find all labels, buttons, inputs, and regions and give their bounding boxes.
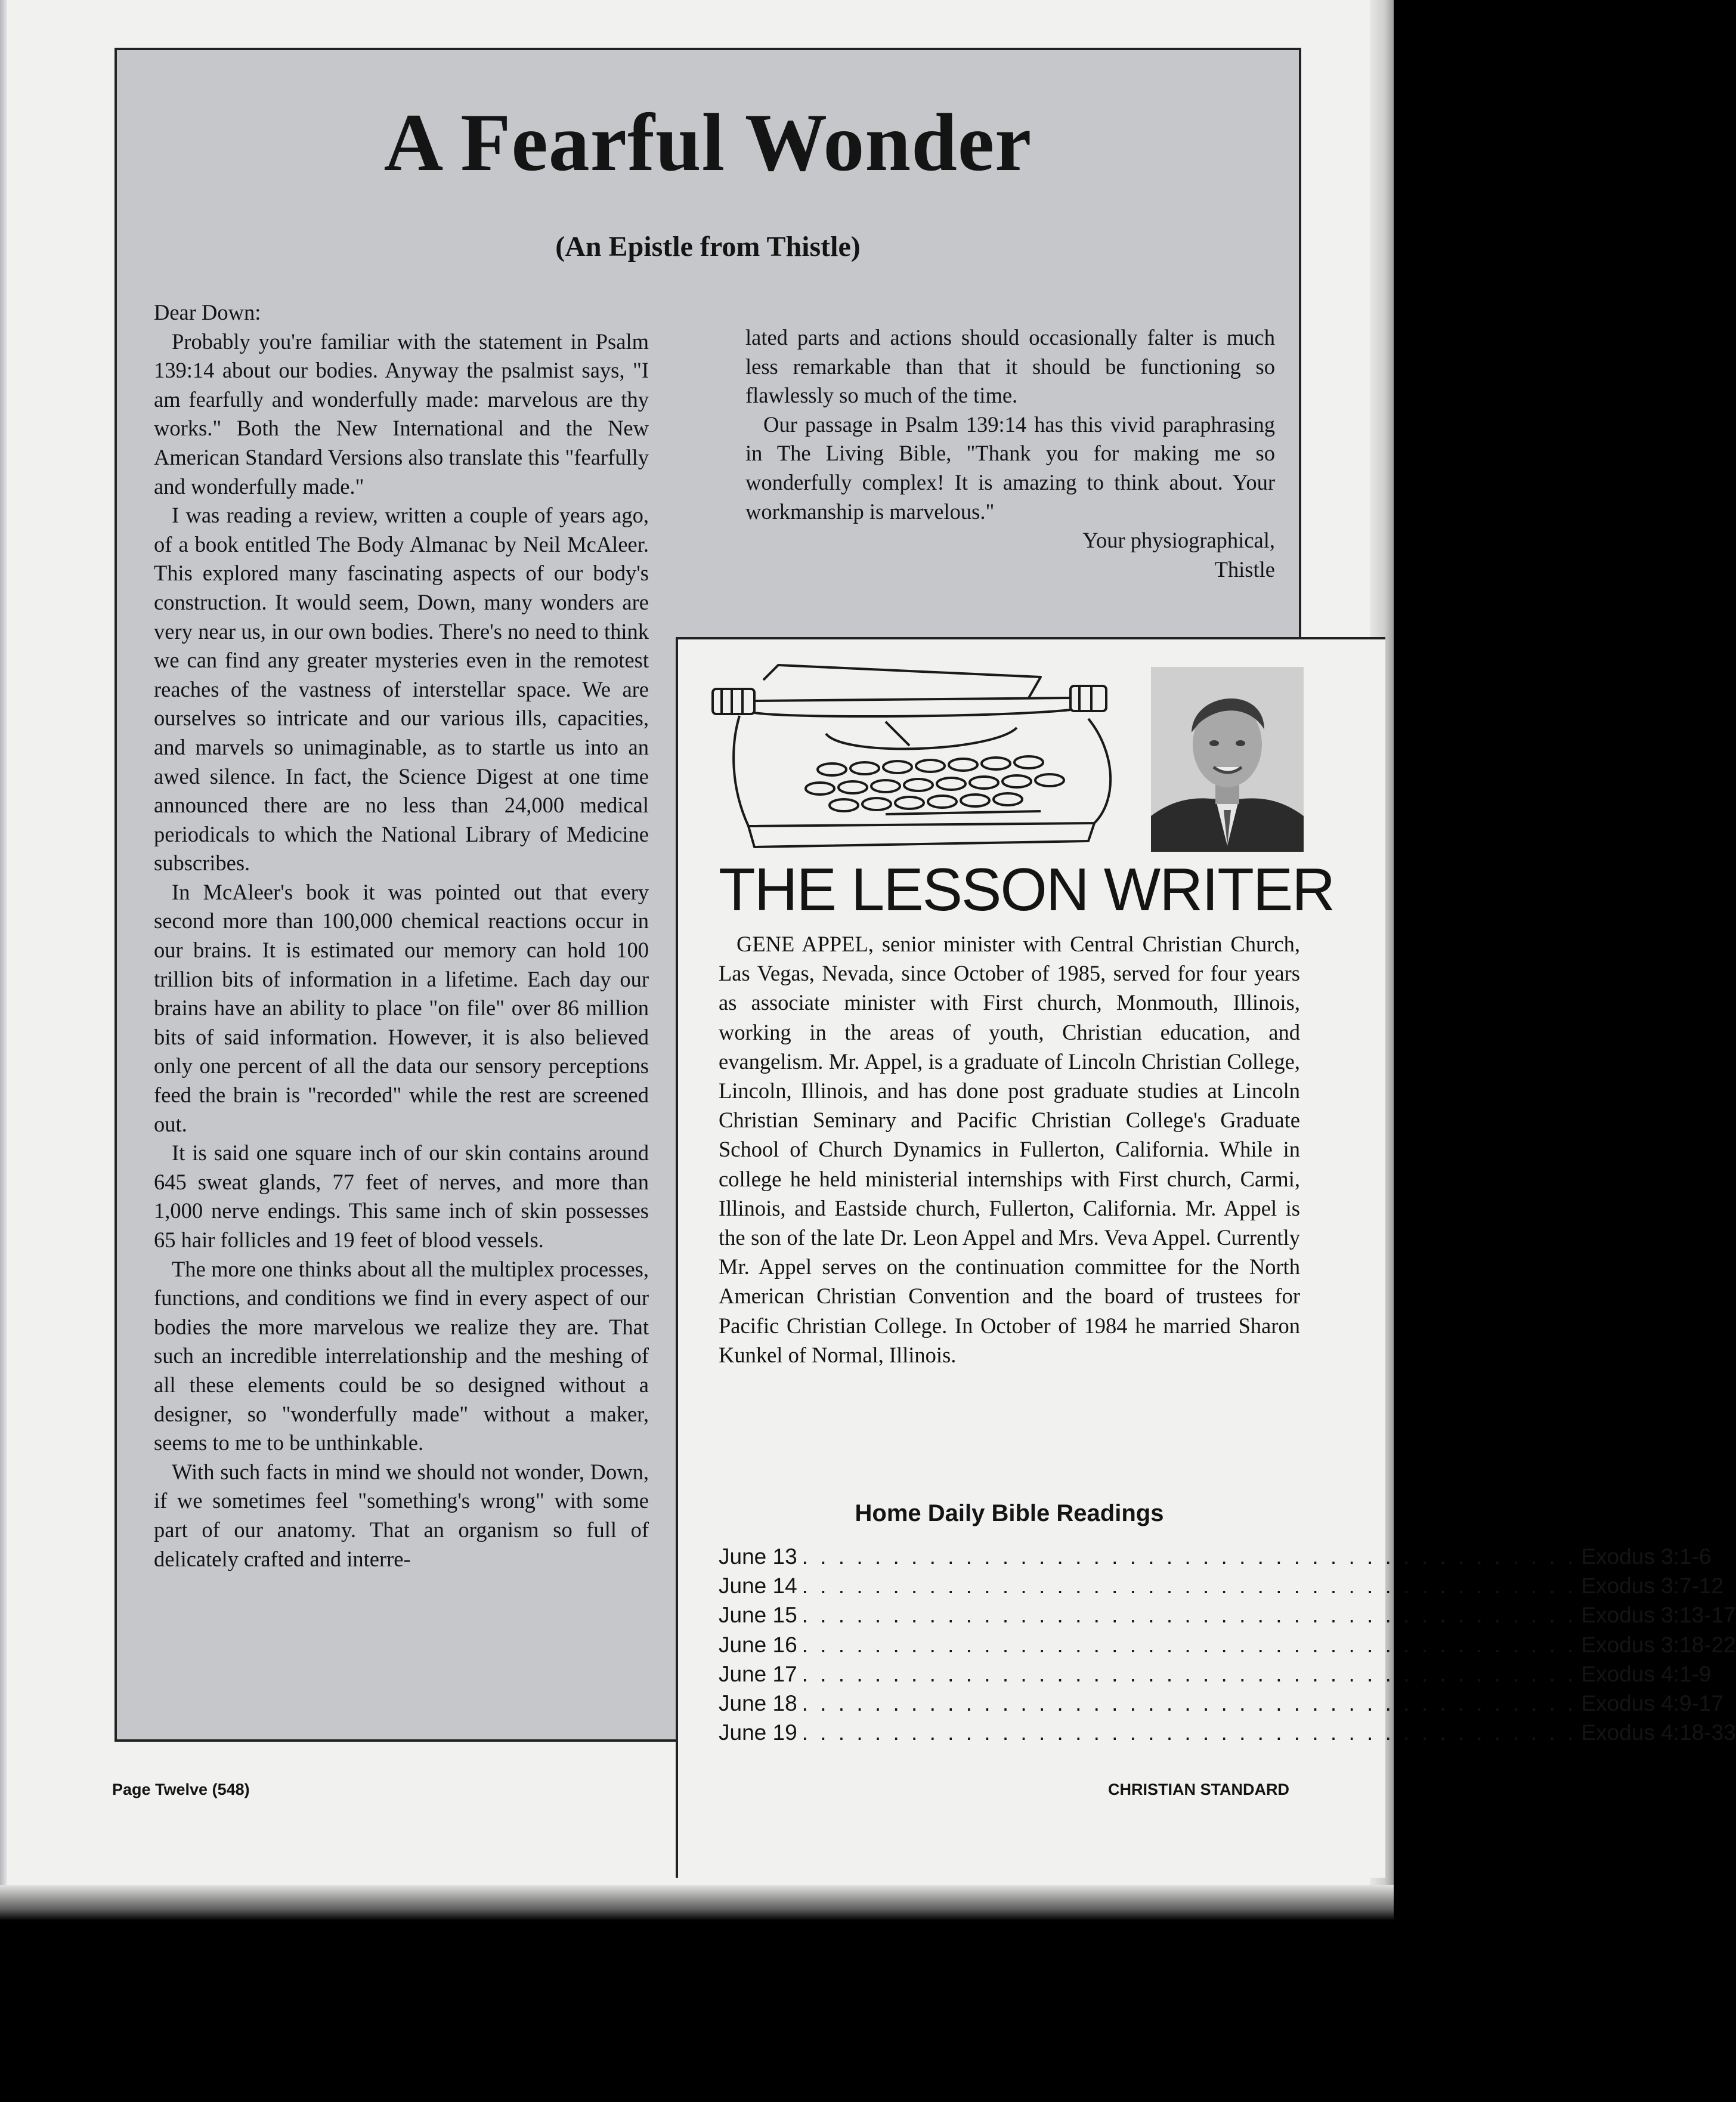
reading-reference: Exodus 4:9-17: [1581, 1690, 1724, 1715]
reading-date: June 17: [719, 1661, 797, 1686]
reading-reference: Exodus 4:18-33: [1581, 1720, 1736, 1745]
reading-row: [719, 1718, 1736, 1747]
reading-reference: Exodus 3:13-17: [1581, 1603, 1736, 1628]
reading-row: [719, 1542, 1712, 1571]
reading-row: [719, 1689, 1724, 1718]
reading-row: [719, 1571, 1724, 1600]
reading-date: June 19: [719, 1720, 797, 1745]
reading-date: June 14: [719, 1574, 797, 1599]
salutation: Dear Down:: [154, 300, 261, 324]
article-right-column: [745, 323, 1275, 584]
leader-dots: . . . . . . . . . . . . . . . . . . . . . . . . . . . . . . . . . . . . . . . . . . .: [802, 1574, 1577, 1599]
reading-row: [719, 1600, 1736, 1630]
article-paragraph: Our passage in Psalm 139:14 has this vivid paraphrasing in The Living Bible, "Thank you for making me so wonderfully complex! It is amazing to think about. Your workmanship is marvelous.": [745, 412, 1275, 524]
reading-row: [719, 1659, 1712, 1689]
reading-row: [719, 1630, 1736, 1659]
article-paragraph: lated parts and actions should occasionally falter is much less remarkable than that it should be functioning so flawlessly so much of the time.: [745, 325, 1275, 408]
article-left-column: [154, 298, 649, 1574]
reading-date: June 16: [719, 1632, 797, 1657]
reading-reference: Exodus 3:18-22: [1581, 1632, 1736, 1657]
author-photo: [1151, 667, 1304, 852]
leader-dots: . . . . . . . . . . . . . . . . . . . . . . . . . . . . . . . . . . . . . . . . . . .: [802, 1690, 1577, 1715]
article-title: A Fearful Wonder: [383, 97, 1032, 188]
article-paragraph: It is said one square inch of our skin contains around 645 sweat glands, 77 feet of nerves, and more than 1,000 nerve endings. This same inch of skin possesses 65 hair follicles and 19 feet of blood vessels.: [154, 1140, 649, 1252]
article-paragraph: In McAleer's book it was pointed out that every second more than 100,000 chemical reactions occur in our brains. It is estimated our memory can hold 100 trillion bits of information in a lifetime. Each day our brains have an ability to place "on file" over 86 million bits of said information. However, it is also believed only one percent of all the data our sensory perceptions feed the brain is "recorded" while the rest are screened out.: [154, 879, 649, 1136]
page-number: Page Twelve (548): [112, 1780, 250, 1798]
article-paragraph: The more one thinks about all the multiplex processes, functions, and conditions we find in every aspect of our bodies the more marvelous we realize they are. That such an incredible interrelationship and the meshing of all these elements could be so designed without a designer, so "wonderfully made" without a maker, seems to me to be unthinkable.: [154, 1256, 649, 1455]
article-paragraph: With such facts in mind we should not wonder, Down, if we sometimes feel "something's wrong" with some part of our anatomy. That an organism so full of delicately crafted and interre-: [154, 1459, 649, 1571]
reading-date: June 18: [719, 1690, 797, 1715]
publication-name: CHRISTIAN STANDARD: [1108, 1780, 1289, 1798]
leader-dots: . . . . . . . . . . . . . . . . . . . . . . . . . . . . . . . . . . . . . . . . . . .: [802, 1603, 1577, 1628]
article-subtitle: (An Epistle from Thistle): [555, 231, 861, 262]
closing-line: Your physiographical,: [1082, 528, 1275, 553]
page-bottom-shadow: [0, 1885, 1394, 1921]
lesson-writer-bio: GENE APPEL, senior minister with Central Christian Church, Las Vegas, Nevada, since October of 1985, served for four years as associate minister with First church, Monmouth, Illinois, working in the areas of youth, Christian education, and evangelism. Mr. Appel, is a graduate of Lincoln Christian College, Lincoln, Illinois, and has done post graduate studies at Lincoln Christian Seminary and Pacific Christian College's Graduate School of Church Dynamics in Fullerton, California. While in college he held ministerial internships with First church, Carmi, Illinois, and Eastside church, Fullerton, California. Mr. Appel is the son of the late Dr. Leon Appel and Mrs. Veva Appel. Currently Mr. Appel serves on the continuation committee for the North American Christian Convention and the board of trustees for Pacific Christian College. In October of 1984 he married Sharon Kunkel of Normal, Illinois.: [719, 932, 1300, 1367]
page-left-edge: [0, 0, 7, 1906]
reading-reference: Exodus 4:1-9: [1581, 1661, 1712, 1686]
article-paragraph: Probably you're familiar with the statement in Psalm 139:14 about our bodies. Anyway the psalmist says, "I am fearfully and wonderfully made: marvelous are thy works." Both the New International and the New American Standard Versions also translate this "fearfully and wonderfully made.": [154, 329, 649, 499]
leader-dots: . . . . . . . . . . . . . . . . . . . . . . . . . . . . . . . . . . . . . . . . . . .: [802, 1661, 1577, 1686]
article-paragraph: I was reading a review, written a couple of years ago, of a book entitled The Body Almanac by Neil McAleer. This explored many fascinating aspects of our body's construction. It would seem, Down, many wonders are very near us, in our own bodies. There's no need to think we can find any greater mysteries even in the remotest reaches of the vastness of interstellar space. We are ourselves so intricate and our various ills, capacities, and marvels so unimaginable, as to startle us into an awed silence. In fact, the Science Digest at one time announced there are no less than 24,000 medical periodicals to which the National Library of Medicine subscribes.: [154, 503, 649, 876]
reading-date: June 15: [719, 1603, 797, 1628]
readings-title: Home Daily Bible Readings: [855, 1500, 1164, 1526]
leader-dots: . . . . . . . . . . . . . . . . . . . . . . . . . . . . . . . . . . . . . . . . . . .: [802, 1632, 1577, 1657]
reading-date: June 13: [719, 1544, 797, 1569]
leader-dots: . . . . . . . . . . . . . . . . . . . . . . . . . . . . . . . . . . . . . . . . . . .: [802, 1720, 1577, 1745]
leader-dots: . . . . . . . . . . . . . . . . . . . . . . . . . . . . . . . . . . . . . . . . . . .: [802, 1544, 1577, 1569]
readings-list: [719, 1542, 1736, 1747]
signature: Thistle: [1214, 557, 1275, 582]
reading-reference: Exodus 3:1-6: [1581, 1544, 1712, 1569]
lesson-writer-heading: THE LESSON WRITER: [719, 857, 1335, 923]
reading-reference: Exodus 3:7-12: [1581, 1574, 1724, 1599]
typewriter-illustration: [707, 662, 1124, 865]
